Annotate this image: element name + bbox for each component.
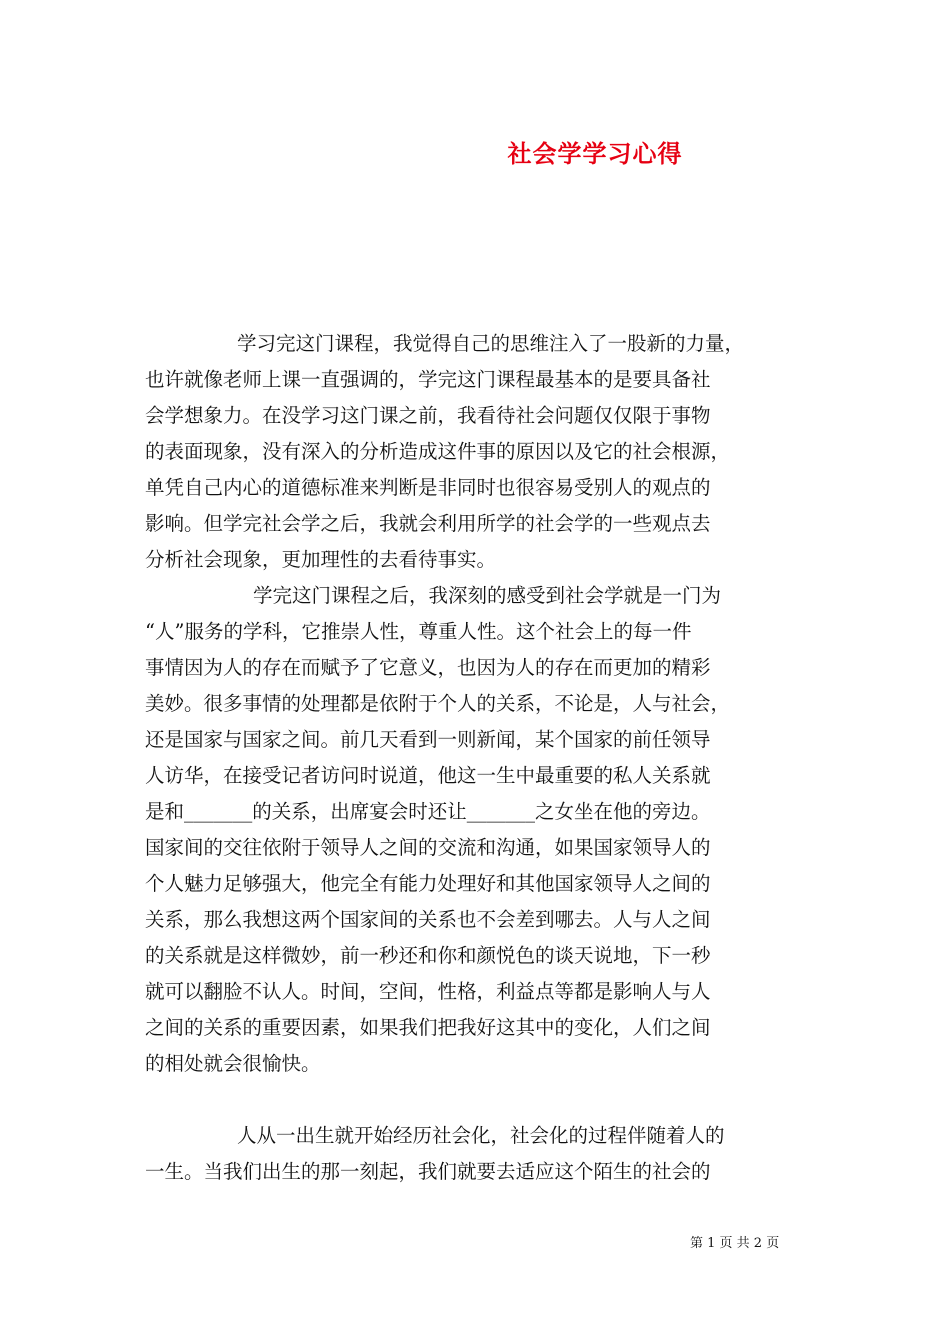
- page-footer: 第 1 页 共 2 页: [690, 1236, 780, 1251]
- paragraph-line: 的相处就会很愉快。: [145, 1052, 321, 1075]
- paragraph-line: 就可以翻脸不认人。时间，空间，性格，利益点等都是影响人与人: [145, 980, 711, 1003]
- paragraph-line: 的关系就是这样微妙，前一秒还和你和颜悦色的谈天说地，下一秒: [145, 944, 711, 967]
- paragraph-line: 国家间的交往依附于领导人之间的交流和沟通，如果国家领导人的: [145, 836, 711, 859]
- paragraph-line: 个人魅力足够强大，他完全有能力处理好和其他国家领导人之间的: [145, 872, 711, 895]
- paragraph-line: 影响。但学完社会学之后，我就会利用所学的社会学的一些观点去: [145, 512, 711, 535]
- document-title: 社会学学习心得: [507, 139, 683, 168]
- paragraph-line: 也许就像老师上课一直强调的，学完这门课程最基本的是要具备社: [145, 368, 711, 391]
- paragraph-line: 分析社会现象，更加理性的去看待事实。: [145, 548, 497, 571]
- paragraph-line: 是和_______的关系，出席宴会时还让_______之女坐在他的旁边。: [145, 800, 711, 823]
- paragraph-line: 一生。当我们出生的那一刻起，我们就要去适应这个陌生的社会的: [145, 1160, 711, 1183]
- paragraph-line: 还是国家与国家之间。前几天看到一则新闻，某个国家的前任领导: [145, 728, 711, 751]
- paragraph-line: 人访华，在接受记者访问时说道，他这一生中最重要的私人关系就: [145, 764, 711, 787]
- paragraph-line: 会学想象力。在没学习这门课之前，我看待社会问题仅仅限于事物: [145, 404, 711, 427]
- paragraph-line: 关系，那么我想这两个国家间的关系也不会差到哪去。人与人之间: [145, 908, 711, 931]
- paragraph-line: 之间的关系的重要因素，如果我们把我好这其中的变化，人们之间: [145, 1016, 711, 1039]
- paragraph-line: 单凭自己内心的道德标准来判断是非同时也很容易受别人的观点的: [145, 476, 711, 499]
- document-body: [145, 326, 815, 1190]
- paragraph-line: 美妙。很多事情的处理都是依附于个人的关系，不论是，人与社会，: [145, 692, 731, 715]
- paragraph-line: 的表面现象，没有深入的分析造成这件事的原因以及它的社会根源，: [145, 440, 731, 463]
- paragraph-line: [145, 1082, 815, 1118]
- paragraph-line: 学完这门课程之后，我深刻的感受到社会学就是一门为: [253, 584, 722, 607]
- paragraph-line: 人从一出生就开始经历社会化，社会化的过程伴随着人的: [237, 1124, 725, 1147]
- paragraph-line: “人”服务的学科，它推崇人性，尊重人性。这个社会上的每一件: [145, 620, 692, 643]
- paragraph-line: 学习完这门课程，我觉得自己的思维注入了一股新的力量，: [237, 332, 745, 355]
- paragraph-line: 事情因为人的存在而赋予了它意义，也因为人的存在而更加的精彩: [145, 656, 711, 679]
